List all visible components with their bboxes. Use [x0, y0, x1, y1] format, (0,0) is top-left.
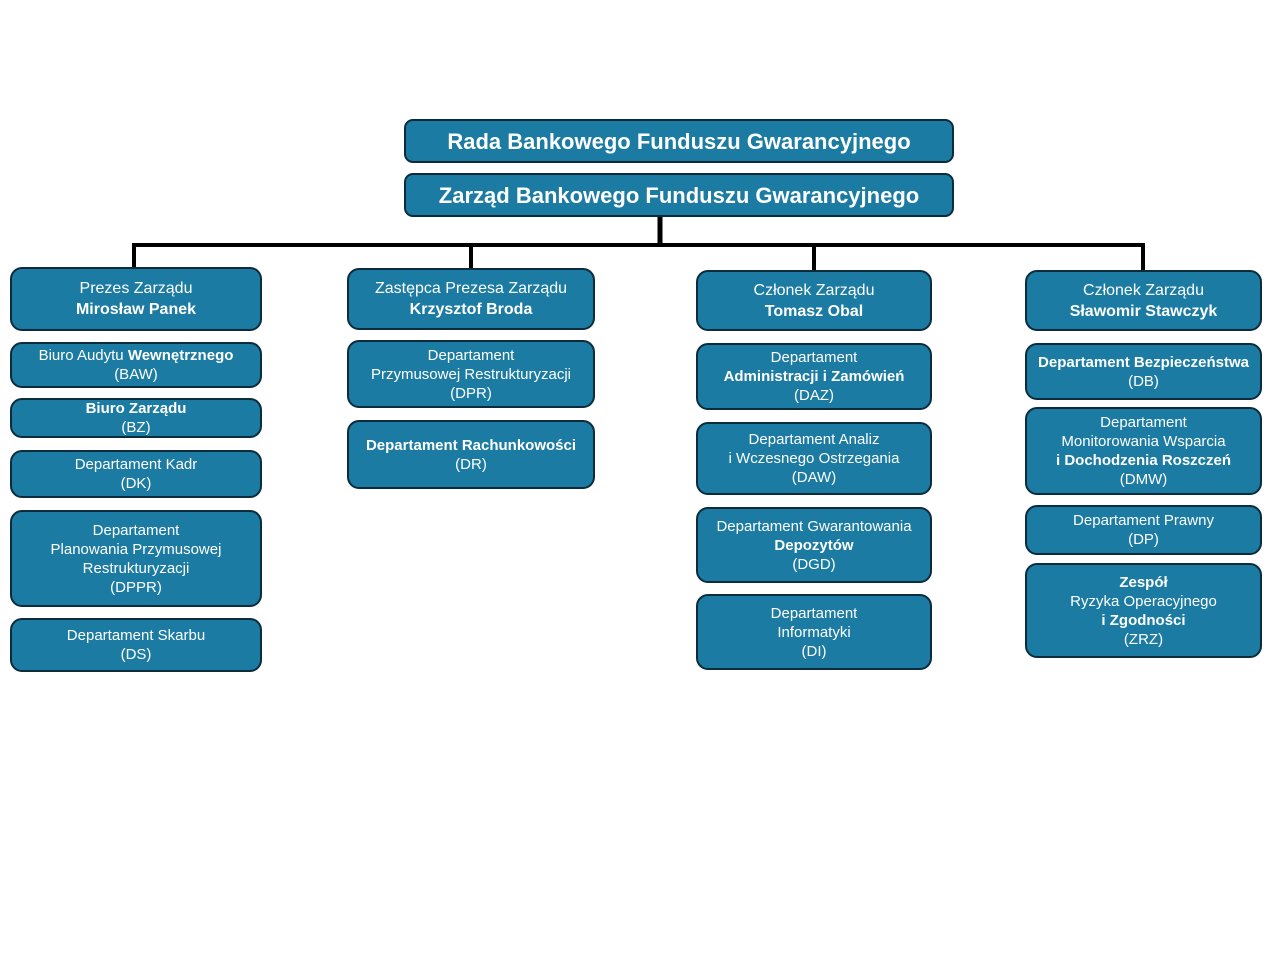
box-zarzad-bfg-label: Zarząd Bankowego Funduszu Gwarancyjnego — [438, 182, 920, 208]
head-box-czlonek-stawczyk — [1025, 270, 1262, 331]
dept-name: Departament — [92, 521, 180, 539]
dept-abbr: (DPR) — [450, 384, 492, 402]
dept-abbr: (DPPR) — [110, 578, 162, 596]
head-box-czlonek-obal — [696, 270, 932, 331]
dept-name: Departament Gwarantowania — [716, 517, 912, 535]
dept-box-dp — [1025, 505, 1262, 555]
dept-box-bz — [10, 398, 262, 438]
dept-box-daz — [696, 343, 932, 410]
role-label: Członek Zarządu — [1083, 281, 1204, 299]
dept-abbr: (BAW) — [114, 366, 158, 383]
dept-box-ds — [10, 618, 262, 672]
dept-name: Depozytów — [774, 536, 854, 554]
dept-name: Biuro Audytu Wewnętrznego — [38, 347, 234, 364]
dept-name: i Zgodności — [1101, 611, 1186, 629]
dept-abbr: (DMW) — [1119, 471, 1168, 488]
dept-box-dpr — [347, 340, 595, 408]
dept-name: Departament Rachunkowości — [365, 436, 577, 454]
dept-name: Departament Kadr — [74, 456, 198, 473]
dept-abbr: (DAW) — [791, 469, 837, 486]
role-label: Członek Zarządu — [753, 281, 875, 299]
dept-abbr: (DB) — [1128, 372, 1159, 390]
dept-box-dmw — [1025, 407, 1262, 495]
head-box-prezes-zarzadu — [10, 267, 262, 331]
dept-name: Zespół — [1119, 573, 1168, 591]
dept-name: Monitorowania Wsparcia — [1061, 433, 1226, 450]
dept-name: Biuro Zarządu — [85, 400, 187, 417]
dept-name: i Wczesnego Ostrzegania — [728, 450, 900, 467]
dept-abbr: (DAZ) — [794, 387, 834, 404]
dept-abbr: (DI) — [801, 642, 827, 660]
dept-name: Departament Bezpieczeństwa — [1038, 353, 1249, 371]
dept-abbr: (DP) — [1128, 531, 1159, 548]
role-label: Prezes Zarządu — [79, 280, 193, 297]
dept-name: Departament Skarbu — [66, 627, 206, 644]
person-name: Mirosław Panek — [75, 301, 197, 318]
dept-abbr: (DGD) — [792, 555, 836, 573]
dept-box-dk — [10, 450, 262, 498]
dept-abbr: (BZ) — [121, 419, 151, 436]
dept-name: Departament — [770, 604, 858, 622]
dept-box-baw — [10, 342, 262, 388]
dept-name: Administracji i Zamówień — [723, 368, 905, 385]
dept-abbr: (DK) — [120, 475, 152, 492]
dept-box-dr — [347, 420, 595, 489]
dept-name: Informatyki — [777, 623, 851, 641]
dept-box-dgd — [696, 507, 932, 583]
box-rada-bfg-label: Rada Bankowego Funduszu Gwarancyjnego — [447, 128, 911, 154]
dept-name: Departament — [770, 349, 858, 366]
dept-abbr: (DS) — [120, 646, 152, 663]
dept-box-daw — [696, 422, 932, 495]
dept-name: Restrukturyzacji — [82, 559, 190, 577]
dept-name: Departament — [427, 346, 515, 364]
dept-abbr: (ZRZ) — [1123, 630, 1164, 648]
dept-abbr: (DR) — [455, 455, 487, 473]
dept-name: Departament Analiz — [748, 431, 880, 448]
person-name: Krzysztof Broda — [409, 301, 533, 318]
person-name: Sławomir Stawczyk — [1069, 302, 1218, 320]
dept-name: Departament Prawny — [1073, 512, 1214, 529]
dept-name: Departament — [1100, 414, 1187, 431]
box-rada-bfg — [404, 119, 954, 163]
dept-box-db — [1025, 343, 1262, 400]
dept-box-zrz — [1025, 563, 1262, 658]
dept-box-dppr — [10, 510, 262, 607]
dept-name: Przymusowej Restrukturyzacji — [370, 365, 572, 383]
person-name: Tomasz Obal — [764, 302, 864, 320]
box-zarzad-bfg — [404, 173, 954, 217]
dept-box-di — [696, 594, 932, 670]
dept-name: i Dochodzenia Roszczeń — [1055, 452, 1232, 469]
dept-name: Ryzyka Operacyjnego — [1070, 592, 1217, 610]
head-box-zastepca-prezesa — [347, 268, 595, 330]
dept-name: Planowania Przymusowej — [50, 540, 222, 558]
role-label: Zastępca Prezesa Zarządu — [374, 280, 568, 297]
